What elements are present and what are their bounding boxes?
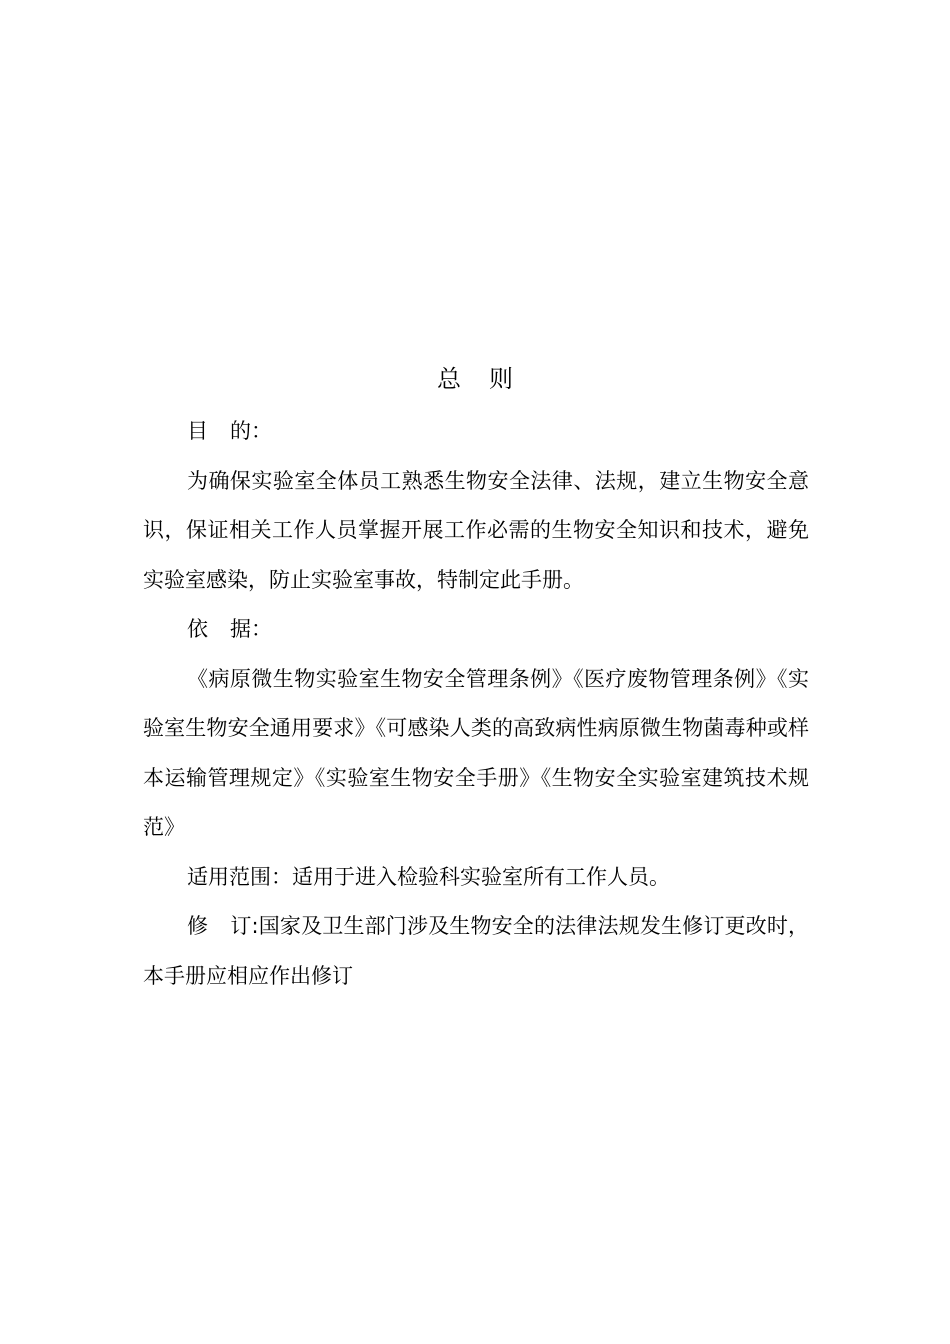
- revision-paragraph: [143, 902, 809, 1001]
- purpose-paragraph: 为确保实验室全体员工熟悉生物安全法律、法规，建立生物安全意识，保证相关工作人员掌握开展工作必需的生物安全知识和技术，避免实验室感染，防止实验室事故，特制定此手册。: [143, 468, 809, 592]
- page-title: [0, 362, 950, 396]
- purpose-label-part1: 目: [187, 419, 208, 443]
- revision-text: :国家及卫生部门涉及生物安全的法律法规发生修订更改时，本手册应相应作出修订: [143, 914, 810, 988]
- title-char-1: 总: [437, 365, 461, 393]
- basis-heading: [143, 605, 809, 655]
- purpose-label-part2: 的：: [230, 419, 272, 443]
- basis-paragraph: 《病原微生物实验室生物安全管理条例》《医疗废物管理条例》《实验室生物安全通用要求》《可感染人类的高致病性病原微生物菌毒种或样本运输管理规定》《实验室生物安全手册》《生物安全实验室建筑技术规范》: [143, 666, 809, 839]
- revision-label-part1: 修: [187, 914, 209, 938]
- purpose-heading: [143, 407, 809, 457]
- basis-label-part2: 据：: [230, 617, 272, 641]
- basis-label-part1: 依: [187, 617, 208, 641]
- title-char-2: 则: [489, 365, 513, 393]
- scope-paragraph: 适用范围：适用于进入检验科实验室所有工作人员。: [187, 864, 670, 889]
- document-body: [143, 407, 809, 1001]
- revision-label-part2: 订: [230, 914, 252, 938]
